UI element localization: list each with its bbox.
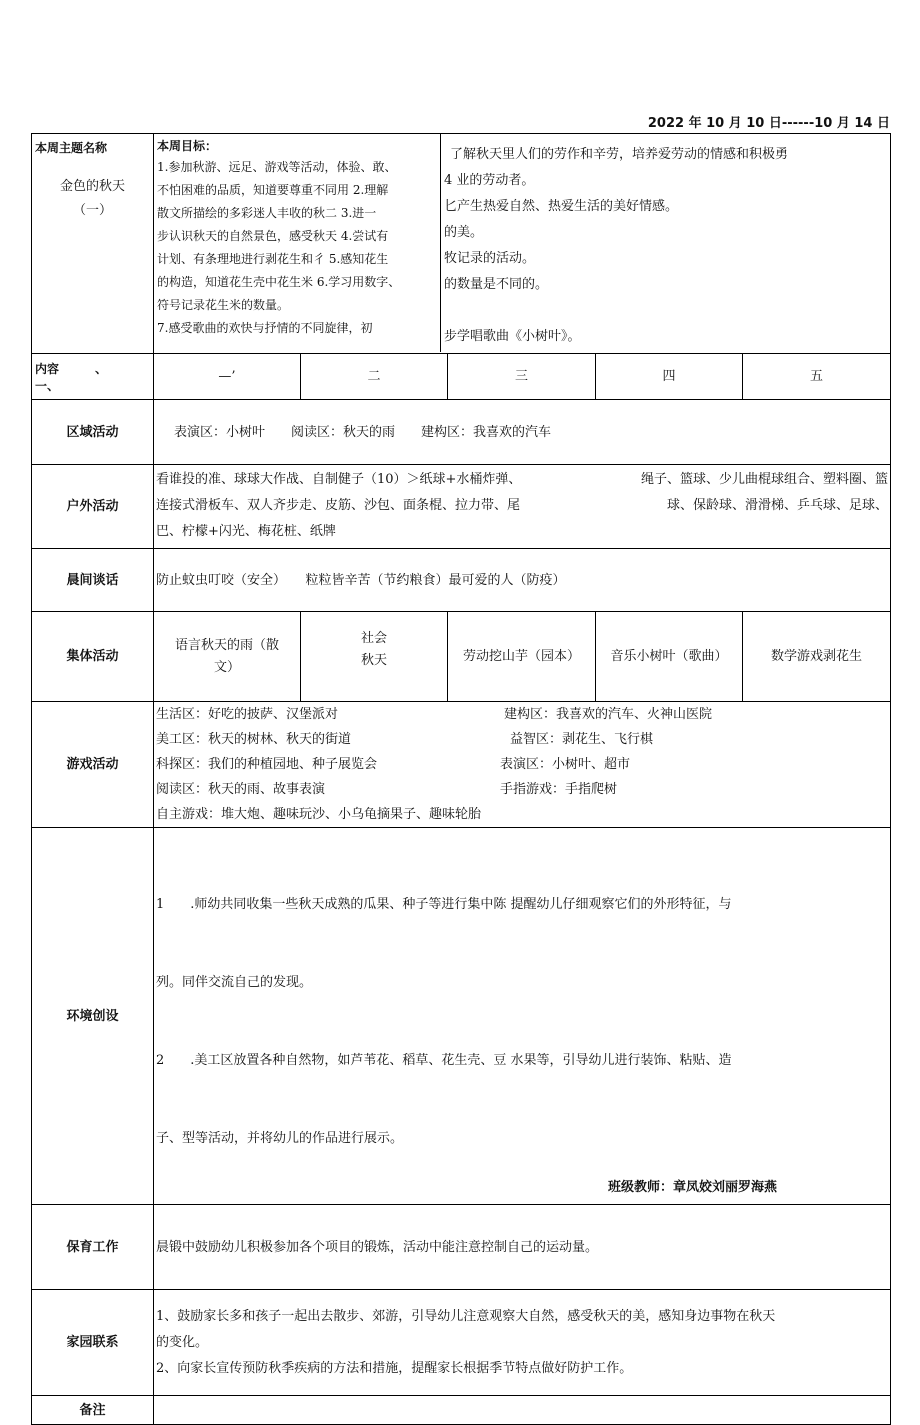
group-item-line: 文） — [213, 659, 240, 675]
group-item-line: 社会 — [360, 631, 387, 646]
theme-label: 本周主题名称 — [35, 141, 108, 155]
goal-line: 匕产生热爱自然、热爱生活的美好情感。 — [444, 199, 679, 214]
weekly-plan-table — [31, 133, 891, 1425]
outdoor-line: 球、保龄球、滑滑梯、乒乓球、足球、 — [666, 498, 888, 513]
goal-line: 的数量是不同的。 — [444, 277, 549, 292]
goal-line: 不怕困难的品质，知道要尊重不同用 2.理解 — [157, 183, 389, 197]
notes-label: 备注 — [32, 1396, 154, 1425]
group-item-3 — [448, 612, 596, 702]
game-right: 手指游戏：手指爬树 — [500, 782, 618, 797]
outdoor-left — [154, 465, 598, 547]
game-line — [156, 802, 888, 827]
family-line: 1、鼓励家长多和孩子一起出去散步、郊游，引导幼儿注意观察大自然，感受秋天的美，感知身边事物在秋天 — [156, 1308, 776, 1324]
area-row — [32, 400, 891, 465]
day-1: —’ — [154, 354, 301, 400]
goal-line: 的美。 — [444, 225, 484, 240]
game-right: 表演区：小树叶、超市 — [500, 757, 631, 772]
morning-row — [32, 549, 891, 612]
day-3: 三 — [448, 354, 596, 400]
notes-text — [154, 1396, 891, 1425]
group-item-5 — [743, 612, 891, 702]
date-range: 2022 年 10 月 10 日------10 月 14 日 — [647, 116, 890, 131]
game-row — [32, 702, 891, 828]
goals-right — [441, 134, 890, 352]
goal-line: 步认识秋天的自然景色，感受秋天 4.尝试有 — [157, 229, 389, 243]
group-item-line: 音乐小树叶（歌曲） — [610, 649, 728, 664]
group-item-line: 劳动挖山芋（园本） — [462, 649, 580, 664]
game-cell — [154, 702, 891, 828]
outdoor-cell — [154, 465, 891, 549]
family-row — [32, 1290, 891, 1396]
family-line: 2、向家长宣传预防秋季疾病的方法和措施，提醒家长根据季节特点做好防护工作。 — [156, 1360, 633, 1376]
game-label: 游戏活动 — [32, 702, 154, 828]
game-left: 阅读区：秋天的雨、故事表演 — [156, 782, 326, 797]
content-label: 内容 、 — [35, 361, 108, 376]
family-line: 的变化。 — [156, 1334, 209, 1350]
group-label: 集体活动 — [32, 612, 154, 702]
care-row — [32, 1205, 891, 1290]
goal-line: 的构造，知道花生壳中花生米 6.学习用数字、 — [157, 275, 401, 289]
content-row — [32, 354, 891, 400]
goal-line: 步学唱歌曲《小树叶》。 — [444, 329, 581, 344]
theme-name-line2: （一） — [72, 203, 112, 218]
outdoor-line: 巴、柠檬+闪光、梅花桩、纸牌 — [156, 524, 336, 539]
group-item-line: 语言秋天的雨（散 — [174, 637, 279, 653]
environment-cell — [154, 828, 891, 1205]
group-item-line: 数学游戏剥花生 — [770, 649, 862, 664]
theme-name-line1: 金色的秋天 — [59, 179, 125, 194]
game-line — [156, 752, 888, 777]
goal-line: 1.参加秋游、远足、游戏等活动，体验、敢、 — [157, 160, 397, 174]
game-line — [156, 702, 888, 727]
group-item-line: 秋天 — [360, 653, 387, 668]
group-row — [32, 612, 891, 702]
area-text: 表演区：小树叶 阅读区：秋天的雨 建构区：我喜欢的汽车 — [154, 400, 891, 465]
environment-line: 列。同伴交流自己的发现。 — [156, 975, 313, 990]
theme-name — [35, 175, 150, 223]
environment-line: 子、型等活动，并将幼儿的作品进行展示。 — [156, 1131, 404, 1146]
content-label-cell — [32, 354, 154, 400]
outdoor-line: 看谁投的准、球球大作战、自制健子（10）＞纸球+水桶炸弹、 — [156, 472, 522, 487]
game-line — [156, 777, 888, 802]
goal-line: 计划、有条理地进行剥花生和彳 5.感知花生 — [157, 252, 389, 266]
outdoor-line: 绳子、篮球、少儿曲棍球组合、塑料圈、篮 — [640, 472, 888, 487]
family-label: 家园联系 — [32, 1290, 154, 1396]
day-5: 五 — [743, 354, 891, 400]
goal-line: 符号记录花生米的数量。 — [157, 298, 290, 312]
theme-cell — [32, 134, 154, 354]
care-label: 保育工作 — [32, 1205, 154, 1290]
environment-line: 1 .师幼共同收集一些秋天成熟的瓜果、种子等进行集中陈 提醒幼儿仔细观察它们的外形特征，与 — [156, 897, 732, 912]
outdoor-right — [598, 465, 890, 547]
notes-row — [32, 1396, 891, 1425]
area-label: 区域活动 — [32, 400, 154, 465]
environment-label: 环境创设 — [32, 828, 154, 1205]
goals-cell — [154, 134, 891, 354]
goal-line: 4 业的劳动者。 — [444, 173, 535, 188]
goal-line: 散文所描绘的多彩迷人丰收的秋二 3.进一 — [157, 206, 377, 220]
game-line — [156, 727, 888, 752]
game-left: 科探区：我们的种植园地、种子展览会 — [156, 757, 378, 772]
goal-line: 了解秋天里人们的劳作和辛劳，培养爱劳动的情感和积极勇 — [450, 147, 789, 162]
outdoor-row — [32, 465, 891, 549]
goal-line: 7.感受歌曲的欢快与抒情的不同旋律，初 — [157, 321, 373, 335]
day-2: 二 — [301, 354, 448, 400]
care-text: 晨锻中鼓励幼儿积极参加各个项目的锻炼，活动中能注意控制自己的运动量。 — [154, 1205, 891, 1290]
environment-line: 2 .美工区放置各种自然物，如芦苇花、稻草、花生壳、豆 水果等，引导幼儿进行装饰、粘贴、造 — [156, 1053, 732, 1068]
goals-left — [154, 134, 441, 352]
game-left: 生活区：好吃的披萨、汉堡派对 — [156, 707, 339, 722]
outdoor-line: 连接式滑板车、双人齐步走、皮筋、沙包、面条棍、拉力带、尾 — [156, 498, 521, 513]
outdoor-label: 户外活动 — [32, 465, 154, 549]
environment-row — [32, 828, 891, 1205]
game-left: 美工区：秋天的树林、秋天的街道 — [156, 732, 352, 747]
morning-text: 防止蚊虫叮咬（安全） 粒粒皆辛苦（节约粮食）最可爱的人（防疫） — [154, 549, 891, 612]
game-right: 建构区：我喜欢的汽车、火神山医院 — [504, 707, 713, 722]
group-item-1 — [154, 612, 301, 702]
day-4: 四 — [596, 354, 743, 400]
goal-line — [444, 298, 884, 324]
group-item-4 — [596, 612, 743, 702]
class-teachers: 班级教师：章凤姣刘丽罗海燕 — [608, 1180, 778, 1195]
content-label-sub: 一、 — [35, 378, 60, 393]
goal-line: 牧记录的活动。 — [444, 251, 536, 266]
game-left: 自主游戏：堆大炮、趣味玩沙、小乌龟摘果子、趣味轮胎 — [156, 807, 482, 822]
morning-label: 晨间谈话 — [32, 549, 154, 612]
game-right: 益智区：剥花生、飞行棋 — [510, 732, 654, 747]
family-cell — [154, 1290, 891, 1396]
group-item-2 — [301, 612, 448, 702]
goals-label: 本周目标： — [157, 139, 218, 153]
theme-row — [32, 134, 891, 354]
